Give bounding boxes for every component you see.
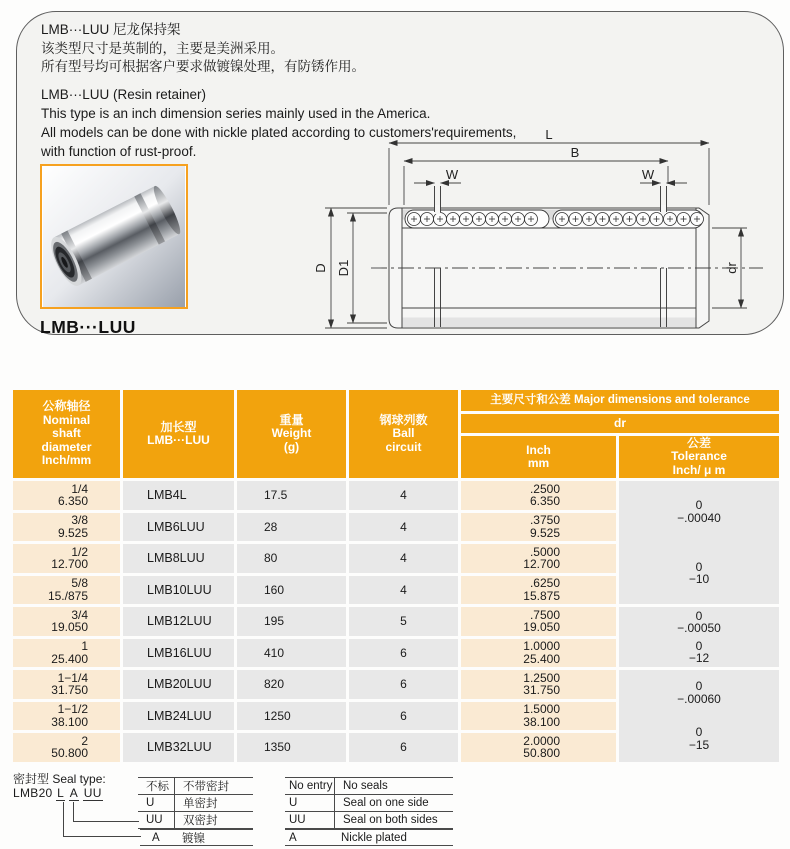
header-line: 公称轴径: [42, 399, 91, 414]
header-line: Inch/ μ m: [672, 462, 726, 477]
header-line: Inch/mm: [41, 453, 92, 468]
dr-cell: .7500 19.050: [461, 607, 616, 636]
dr-cell: 1.2500 31.750: [461, 670, 616, 699]
header-line: LMB···LUU: [147, 433, 210, 447]
plated-row-zh: [140, 829, 253, 846]
ball-circuit-cell: 6: [349, 639, 458, 668]
model-cell: LMB4L: [123, 481, 234, 510]
header-line: Ball: [392, 426, 415, 441]
nominal-cell: 1/2 12.700: [13, 544, 120, 573]
header-nominal: [13, 390, 120, 478]
dim-label-L: L: [545, 127, 553, 142]
tolerance-group: 0 −.00050 0 −12: [619, 607, 779, 667]
seal-code: [13, 786, 103, 800]
weight-cell: 17.5: [237, 481, 346, 510]
col-weight: [237, 390, 346, 762]
header-line: 公差: [686, 435, 711, 450]
product-photo-frame: [40, 164, 188, 309]
intro-panel: [16, 11, 784, 335]
header-line: dr: [614, 415, 626, 430]
model-cell: LMB24LUU: [123, 702, 234, 731]
nominal-cell: 2 50.800: [13, 733, 120, 762]
plated-label: Nickle plated: [341, 831, 407, 844]
dim-label-dr: dr: [724, 262, 739, 274]
weight-cell: 1250: [237, 702, 346, 731]
seal-table-zh: [138, 777, 253, 829]
header-line: 重量: [279, 412, 304, 427]
plated-row-en: [285, 829, 453, 846]
header-ball-circuit: [349, 390, 458, 478]
nominal-cell: 1 25.400: [13, 639, 120, 668]
header-line: Tolerance: [671, 449, 727, 464]
ball-circuit-cell: 6: [349, 670, 458, 699]
seal-legend-row: [138, 811, 253, 829]
seal-legend-row: [138, 794, 253, 811]
spec-table: [13, 390, 779, 762]
dimension-diagram: [301, 106, 787, 336]
plated-code: A: [152, 831, 160, 844]
intro-zh-line: LMB···LUU 尼龙保持架: [41, 22, 181, 37]
seal-code-value: UU: [285, 812, 335, 828]
header-line: 主要尺寸和公差 Major dimensions and tolerance: [490, 393, 750, 406]
seal-code-uu: UU: [83, 786, 102, 800]
col-dr-value: [461, 436, 616, 762]
dim-label-W-left: W: [445, 167, 459, 182]
model-cell: LMB8LUU: [123, 544, 234, 573]
seal-description: Seal on both sides: [343, 814, 438, 826]
dr-cell: .3750 9.525: [461, 513, 616, 542]
header-tolerance: [619, 436, 779, 478]
header-model: [123, 390, 234, 478]
seal-code-value: U: [138, 795, 175, 811]
model-cell: LMB12LUU: [123, 607, 234, 636]
ball-circuit-cell: 4: [349, 481, 458, 510]
nominal-cell: 1−1/2 38.100: [13, 702, 120, 731]
seal-legend-title: 密封型 Seal type:: [13, 772, 106, 786]
nominal-cell: 1/4 6.350: [13, 481, 120, 510]
seal-description: Seal on one side: [343, 797, 429, 809]
dim-label-B: B: [570, 145, 580, 160]
ball-circuit-cell: 6: [349, 702, 458, 731]
nominal-cell: 1−1/4 31.750: [13, 670, 120, 699]
ball-circuit-cell: 6: [349, 733, 458, 762]
seal-code-prefix: LMB20: [13, 786, 53, 800]
nominal-cell: 5/8 15./875: [13, 576, 120, 605]
seal-code-value: U: [285, 795, 335, 811]
col-model: [123, 390, 234, 762]
weight-cell: 410: [237, 639, 346, 668]
seal-code-l: L: [57, 786, 65, 800]
weight-cell: 195: [237, 607, 346, 636]
ball-circuit-cell: 4: [349, 576, 458, 605]
intro-en-line: with function of rust-proof.: [41, 143, 197, 159]
weight-cell: 80: [237, 544, 346, 573]
model-cell: LMB6LUU: [123, 513, 234, 542]
header-line: Inch: [526, 442, 551, 457]
col-nominal: [13, 390, 120, 762]
photo-caption: LMB···LUU: [40, 317, 136, 337]
seal-code-a: A: [69, 786, 79, 800]
dr-cell: .5000 12.700: [461, 544, 616, 573]
seal-description: 双密封: [183, 815, 218, 827]
intro-zh-line: 该类型尺寸是英制的，主要是美洲采用。: [41, 40, 284, 56]
header-line: (g): [283, 439, 300, 454]
plated-code: A: [289, 831, 297, 844]
plated-label: 镀镍: [182, 832, 205, 845]
nominal-cell: 3/4 19.050: [13, 607, 120, 636]
seal-legend-row: [138, 777, 253, 794]
model-cell: LMB10LUU: [123, 576, 234, 605]
intro-en-line: LMB···LUU (Resin retainer): [41, 86, 207, 102]
header-line: Nominal: [42, 412, 91, 427]
dim-label-D1: D1: [336, 259, 351, 277]
ball-circuit-cell: 4: [349, 544, 458, 573]
header-line: shaft: [52, 426, 81, 441]
header-dr-unit: [461, 436, 616, 478]
dr-cell: .6250 15.875: [461, 576, 616, 605]
ball-circuit-cell: 5: [349, 607, 458, 636]
dim-label-W-right: W: [641, 167, 655, 182]
weight-cell: 820: [237, 670, 346, 699]
seal-table-en: [285, 777, 453, 829]
seal-legend-row: [285, 777, 453, 794]
header-weight: [237, 390, 346, 478]
intro-zh-line: 所有型号均可根据客户要求做镀镍处理，有防锈作用。: [41, 59, 365, 74]
major-dimensions-section: [461, 390, 779, 762]
intro-zh: [41, 21, 516, 77]
header-dr: [461, 414, 779, 433]
col-ball-circuit: [349, 390, 458, 762]
model-cell: LMB20LUU: [123, 670, 234, 699]
tolerance-group: 0 −.00060 0 −15: [619, 670, 779, 762]
model-cell: LMB32LUU: [123, 733, 234, 762]
dr-cell: 2.0000 50.800: [461, 733, 616, 762]
weight-cell: 28: [237, 513, 346, 542]
seal-code-value: 不标: [138, 778, 175, 794]
seal-description: No seals: [343, 780, 388, 792]
seal-code-value: UU: [138, 812, 175, 828]
connector-uu: [73, 802, 139, 822]
col-tolerance: [619, 436, 779, 762]
header-line: diameter: [41, 439, 92, 454]
seal-code-value: No entry: [285, 778, 335, 794]
nominal-cell: 3/8 9.525: [13, 513, 120, 542]
header-line: mm: [527, 456, 550, 470]
dim-label-D: D: [313, 263, 328, 273]
intro-en-line: This type is an inch dimension series mainly used in the America.: [41, 105, 431, 121]
header-line: 钢球列数: [379, 412, 428, 427]
dr-cell: 1.5000 38.100: [461, 702, 616, 731]
tolerance-group: 0 −.00040 0 −10: [619, 481, 779, 604]
seal-description: 单密封: [183, 798, 218, 810]
dr-cell: 1.0000 25.400: [461, 639, 616, 668]
seal-description: 不带密封: [183, 781, 229, 793]
ball-circuit-cell: 4: [349, 513, 458, 542]
intro-en-line: All models can be done with nickle plated according to customers'requirements,: [41, 124, 517, 140]
weight-cell: 1350: [237, 733, 346, 762]
header-line: 加长型: [160, 419, 197, 434]
connector-a: [63, 802, 141, 837]
header-line: circuit: [385, 439, 422, 454]
bearing-photo: [42, 166, 186, 307]
header-line: Weight: [271, 426, 312, 441]
seal-legend-row: [285, 811, 453, 829]
seal-legend-row: [285, 794, 453, 811]
weight-cell: 160: [237, 576, 346, 605]
header-major-dimensions: [461, 390, 779, 411]
dr-cell: .2500 6.350: [461, 481, 616, 510]
model-cell: LMB16LUU: [123, 639, 234, 668]
